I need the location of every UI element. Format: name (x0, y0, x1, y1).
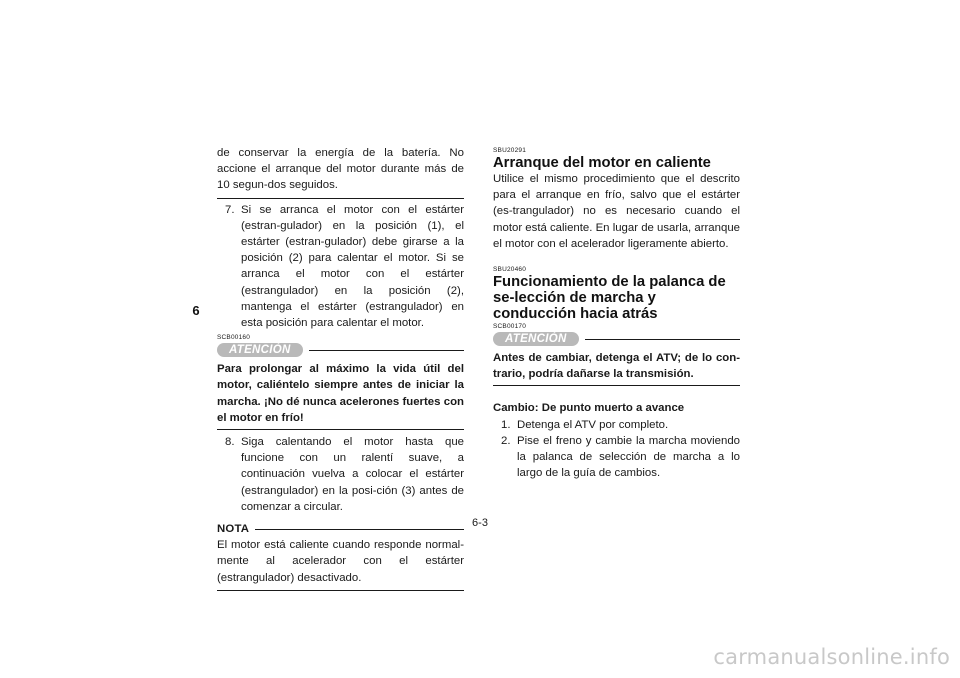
list-number: 7. (225, 203, 235, 216)
divider (217, 429, 464, 430)
caution-header (217, 343, 464, 357)
watermark: carmanualsonline.info (713, 645, 950, 669)
intro-paragraph: de conservar la energía de la batería. No accione el arranque del motor durante más de 10 segun-dos seguidos. (217, 147, 464, 192)
note-text: El motor está caliente cuando responde normal-mente al acelerador con el estárter (estrangulador) desactivado. (217, 539, 464, 584)
list-item (217, 434, 464, 515)
list-text: Si se arranca el motor con el estárter (estran-gulador) en la posición (1), el estárter (estran-gulador) debe girarse a la posición (2) para calentar el motor. Si se arranca el motor con el estárter (estrangulador) en la posición (2), mantenga el estárter (estrangulador) en esta posición para calentar el motor. (241, 203, 464, 330)
right-column (493, 145, 740, 481)
divider (309, 350, 464, 351)
list-number: 8. (225, 436, 235, 449)
list-number: 1. (501, 418, 511, 431)
list-item (217, 202, 464, 332)
reference-code: SCB00160 (217, 334, 251, 342)
list-number: 2. (501, 434, 511, 447)
divider (217, 198, 464, 199)
chapter-tab: 6 (192, 303, 200, 318)
reference-code: SBU20291 (493, 147, 527, 154)
divider (585, 339, 740, 340)
reference-code: SCB00170 (493, 323, 527, 331)
divider (217, 590, 464, 591)
caution-badge: ATENCIÓN (493, 332, 579, 346)
section-title: Funcionamiento de la palanca de se-lección de marcha y conducción hacia atrás (493, 274, 726, 323)
divider (493, 385, 740, 386)
caution-header (493, 332, 740, 346)
caution-badge: ATENCIÓN (217, 343, 303, 357)
list-item (493, 433, 740, 482)
list-text: Detenga el ATV por completo. (517, 418, 669, 431)
section-paragraph: Utilice el mismo procedimiento que el descrito para el arranque en frío, salvo que el estárter (es-trangulador) no es necesario cuando el motor está caliente. En lugar de usarla, arranque el motor con el acelerador ligeramente abierto. (493, 173, 740, 250)
caution-text: Para prolongar al máximo la vida útil del motor, caliéntelo siempre antes de iniciar la marcha. ¡No dé nunca acelerones fuertes con el motor en frío! (217, 363, 464, 424)
list-item (493, 417, 740, 433)
caution-text: Antes de cambiar, detenga el ATV; de lo con-trario, podría dañarse la transmisión. (493, 352, 740, 381)
list-text: Siga calentando el motor hasta que funcione con un ralentí suave, a continuación vuelva a colocar el estárter (estrangulador) en la posi-ción (3) antes de comenzar a circular. (241, 436, 464, 513)
list-text: Pise el freno y cambie la marcha moviendo la palanca de selección de marcha a lo largo de la guía de cambios. (517, 434, 740, 480)
reference-code: SBU20460 (493, 266, 527, 274)
section-title: Arranque del motor en caliente (493, 155, 711, 171)
subheading: Cambio: De punto muerto a avance (493, 402, 685, 415)
note-label: NOTA (217, 523, 250, 536)
page-number: 6-3 (472, 517, 488, 529)
